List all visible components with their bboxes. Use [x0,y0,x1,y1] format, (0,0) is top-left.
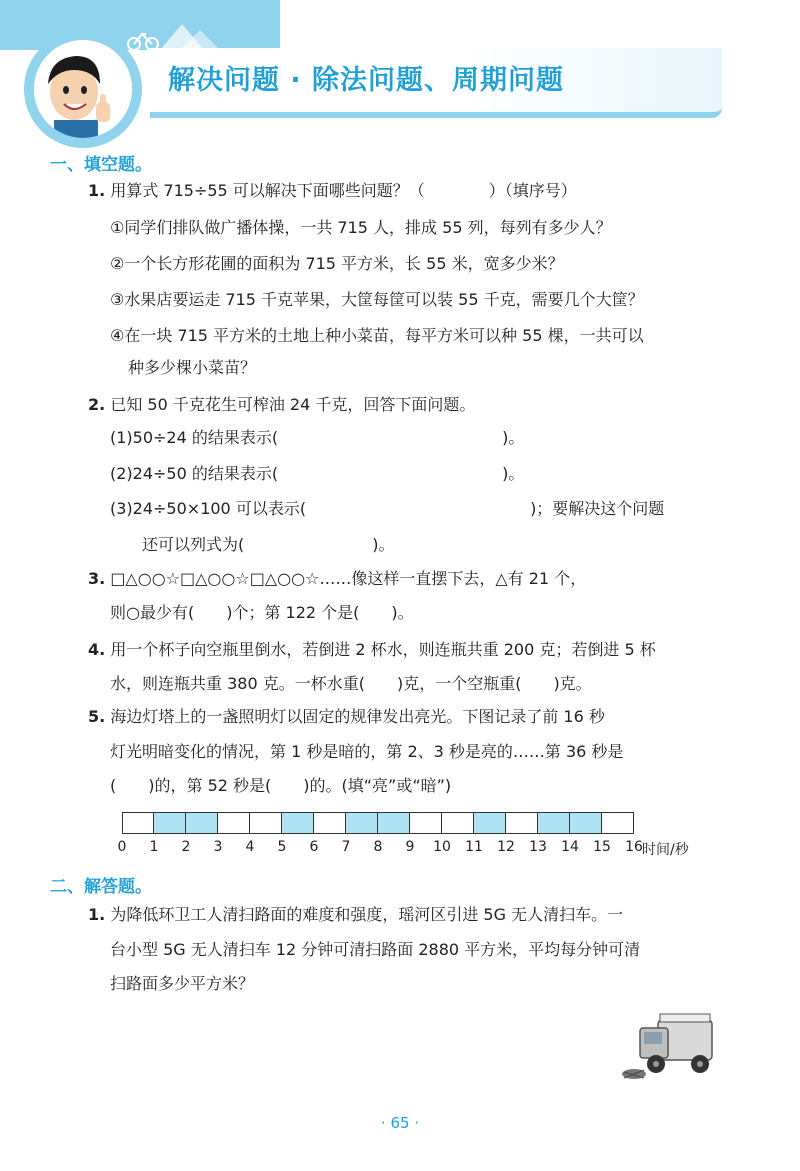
timeline-tick-label: 1 [149,839,159,855]
question-3-continued: 则○最少有( )个；第 122 个是( )。 [110,603,414,622]
section-answer-title: 二、解答题。 [50,877,152,897]
timeline-tick-label: 12 [497,839,515,855]
timeline-unit-label: 时间/秒 [642,842,689,858]
question-text: 用一个杯子向空瓶里倒水，若倒进 2 杯水，则连瓶共重 200 克；若倒进 5 杯 [110,640,656,659]
timeline-cell-second-7 [314,812,346,834]
question-number: 4. [88,640,106,659]
sub-question-2: (2)24÷50 的结果表示( )。 [110,464,525,483]
question-number: 2. [88,395,106,414]
timeline-tick-label: 9 [405,839,415,855]
sub-question-3: (3)24÷50×100 可以表示( )；要解决这个问题 [110,499,665,518]
boy-mascot-avatar [34,40,132,138]
question-number: 3. [88,569,106,588]
timeline-tick-label: 0 [117,839,127,855]
timeline-tick-label: 7 [341,839,351,855]
page-title: 解决问题 · 除法问题、周期问题 [168,65,565,96]
timeline-cell-second-16 [602,812,634,834]
page-number: · 65 · [380,1114,420,1132]
section-fill-in-title: 一、填空题。 [50,155,152,175]
question-5-line-2: 灯光明暗变化的情况，第 1 秒是暗的，第 2、3 秒是亮的……第 36 秒是 [110,742,624,761]
page-header [0,0,800,140]
answer-question-1-line-2: 台小型 5G 无人清扫车 12 分钟可清扫路面 2880 平方米，平均每分钟可清 [110,940,641,959]
question-text: 为降低环卫工人清扫路面的难度和强度，瑶河区引进 5G 无人清扫车。一 [110,905,624,924]
option-4-continued: 种多少棵小菜苗？ [128,358,257,377]
question-text: 海边灯塔上的一盏照明灯以固定的规律发出亮光。下图记录了前 16 秒 [110,707,605,726]
question-text: □△○○☆□△○○☆□△○○☆……像这样一直摆下去，△有 21 个， [110,569,587,588]
answer-question-1 [88,904,623,926]
question-3 [88,568,586,590]
timeline-cell-second-14 [538,812,570,834]
sub-question-3-continued: 还可以列式为( )。 [142,535,395,554]
timeline-tick-label: 15 [593,839,611,855]
option-3: ③水果店要运走 715 千克苹果，大筐每筐可以装 55 千克，需要几个大筐？ [110,290,644,309]
timeline-cell-second-13 [506,812,538,834]
timeline-cell-second-2 [154,812,186,834]
timeline-cell-second-8 [346,812,378,834]
question-4-continued: 水，则连瓶共重 380 克。一杯水重( )克，一个空瓶重( )克。 [110,674,592,693]
timeline-cell-second-6 [282,812,314,834]
timeline-tick-label: 14 [561,839,579,855]
question-number: 1. [88,181,106,200]
timeline-cell-second-1 [122,812,154,834]
timeline-tick-label: 13 [529,839,547,855]
question-text: 用算式 715÷55 可以解决下面哪些问题？（ ）（填序号） [110,181,577,200]
timeline-cell-second-11 [442,812,474,834]
timeline-cell-second-9 [378,812,410,834]
answer-question-1-line-3: 扫路面多少平方米？ [110,974,255,993]
timeline-tick-label: 16 [625,839,643,855]
option-2: ②一个长方形花圃的面积为 715 平方米，长 55 米，宽多少米？ [110,254,564,273]
timeline-tick-label: 4 [245,839,255,855]
sub-question-1: (1)50÷24 的结果表示( )。 [110,428,525,447]
timeline-cell-second-12 [474,812,506,834]
question-5 [88,706,605,728]
street-sweeper-illustration [620,1008,722,1088]
timeline-cell-second-10 [410,812,442,834]
timeline-cell-second-3 [186,812,218,834]
timeline-tick-label: 3 [213,839,223,855]
timeline-cell-second-4 [218,812,250,834]
option-1: ①同学们排队做广播体操，一共 715 人，排成 55 列，每列有多少人？ [110,218,612,237]
timeline-cell-second-15 [570,812,602,834]
question-2 [88,394,475,416]
timeline-tick-label: 6 [309,839,319,855]
timeline-cell-second-5 [250,812,282,834]
option-4: ④在一块 715 平方米的土地上种小菜苗，每平方米可以种 55 棵，一共可以 [110,326,644,345]
question-1 [88,180,577,202]
timeline-tick-label: 10 [433,839,451,855]
timeline-tick-label: 11 [465,839,483,855]
question-5-line-3: ( )的，第 52 秒是( )的。(填“亮”或“暗”) [110,776,452,795]
timeline-tick-label: 8 [373,839,383,855]
timeline-tick-label: 2 [181,839,191,855]
question-text: 已知 50 千克花生可榨油 24 千克，回答下面问题。 [110,395,476,414]
question-number: 5. [88,707,106,726]
question-number: 1. [88,905,106,924]
question-4 [88,639,656,661]
timeline-tick-label: 5 [277,839,287,855]
